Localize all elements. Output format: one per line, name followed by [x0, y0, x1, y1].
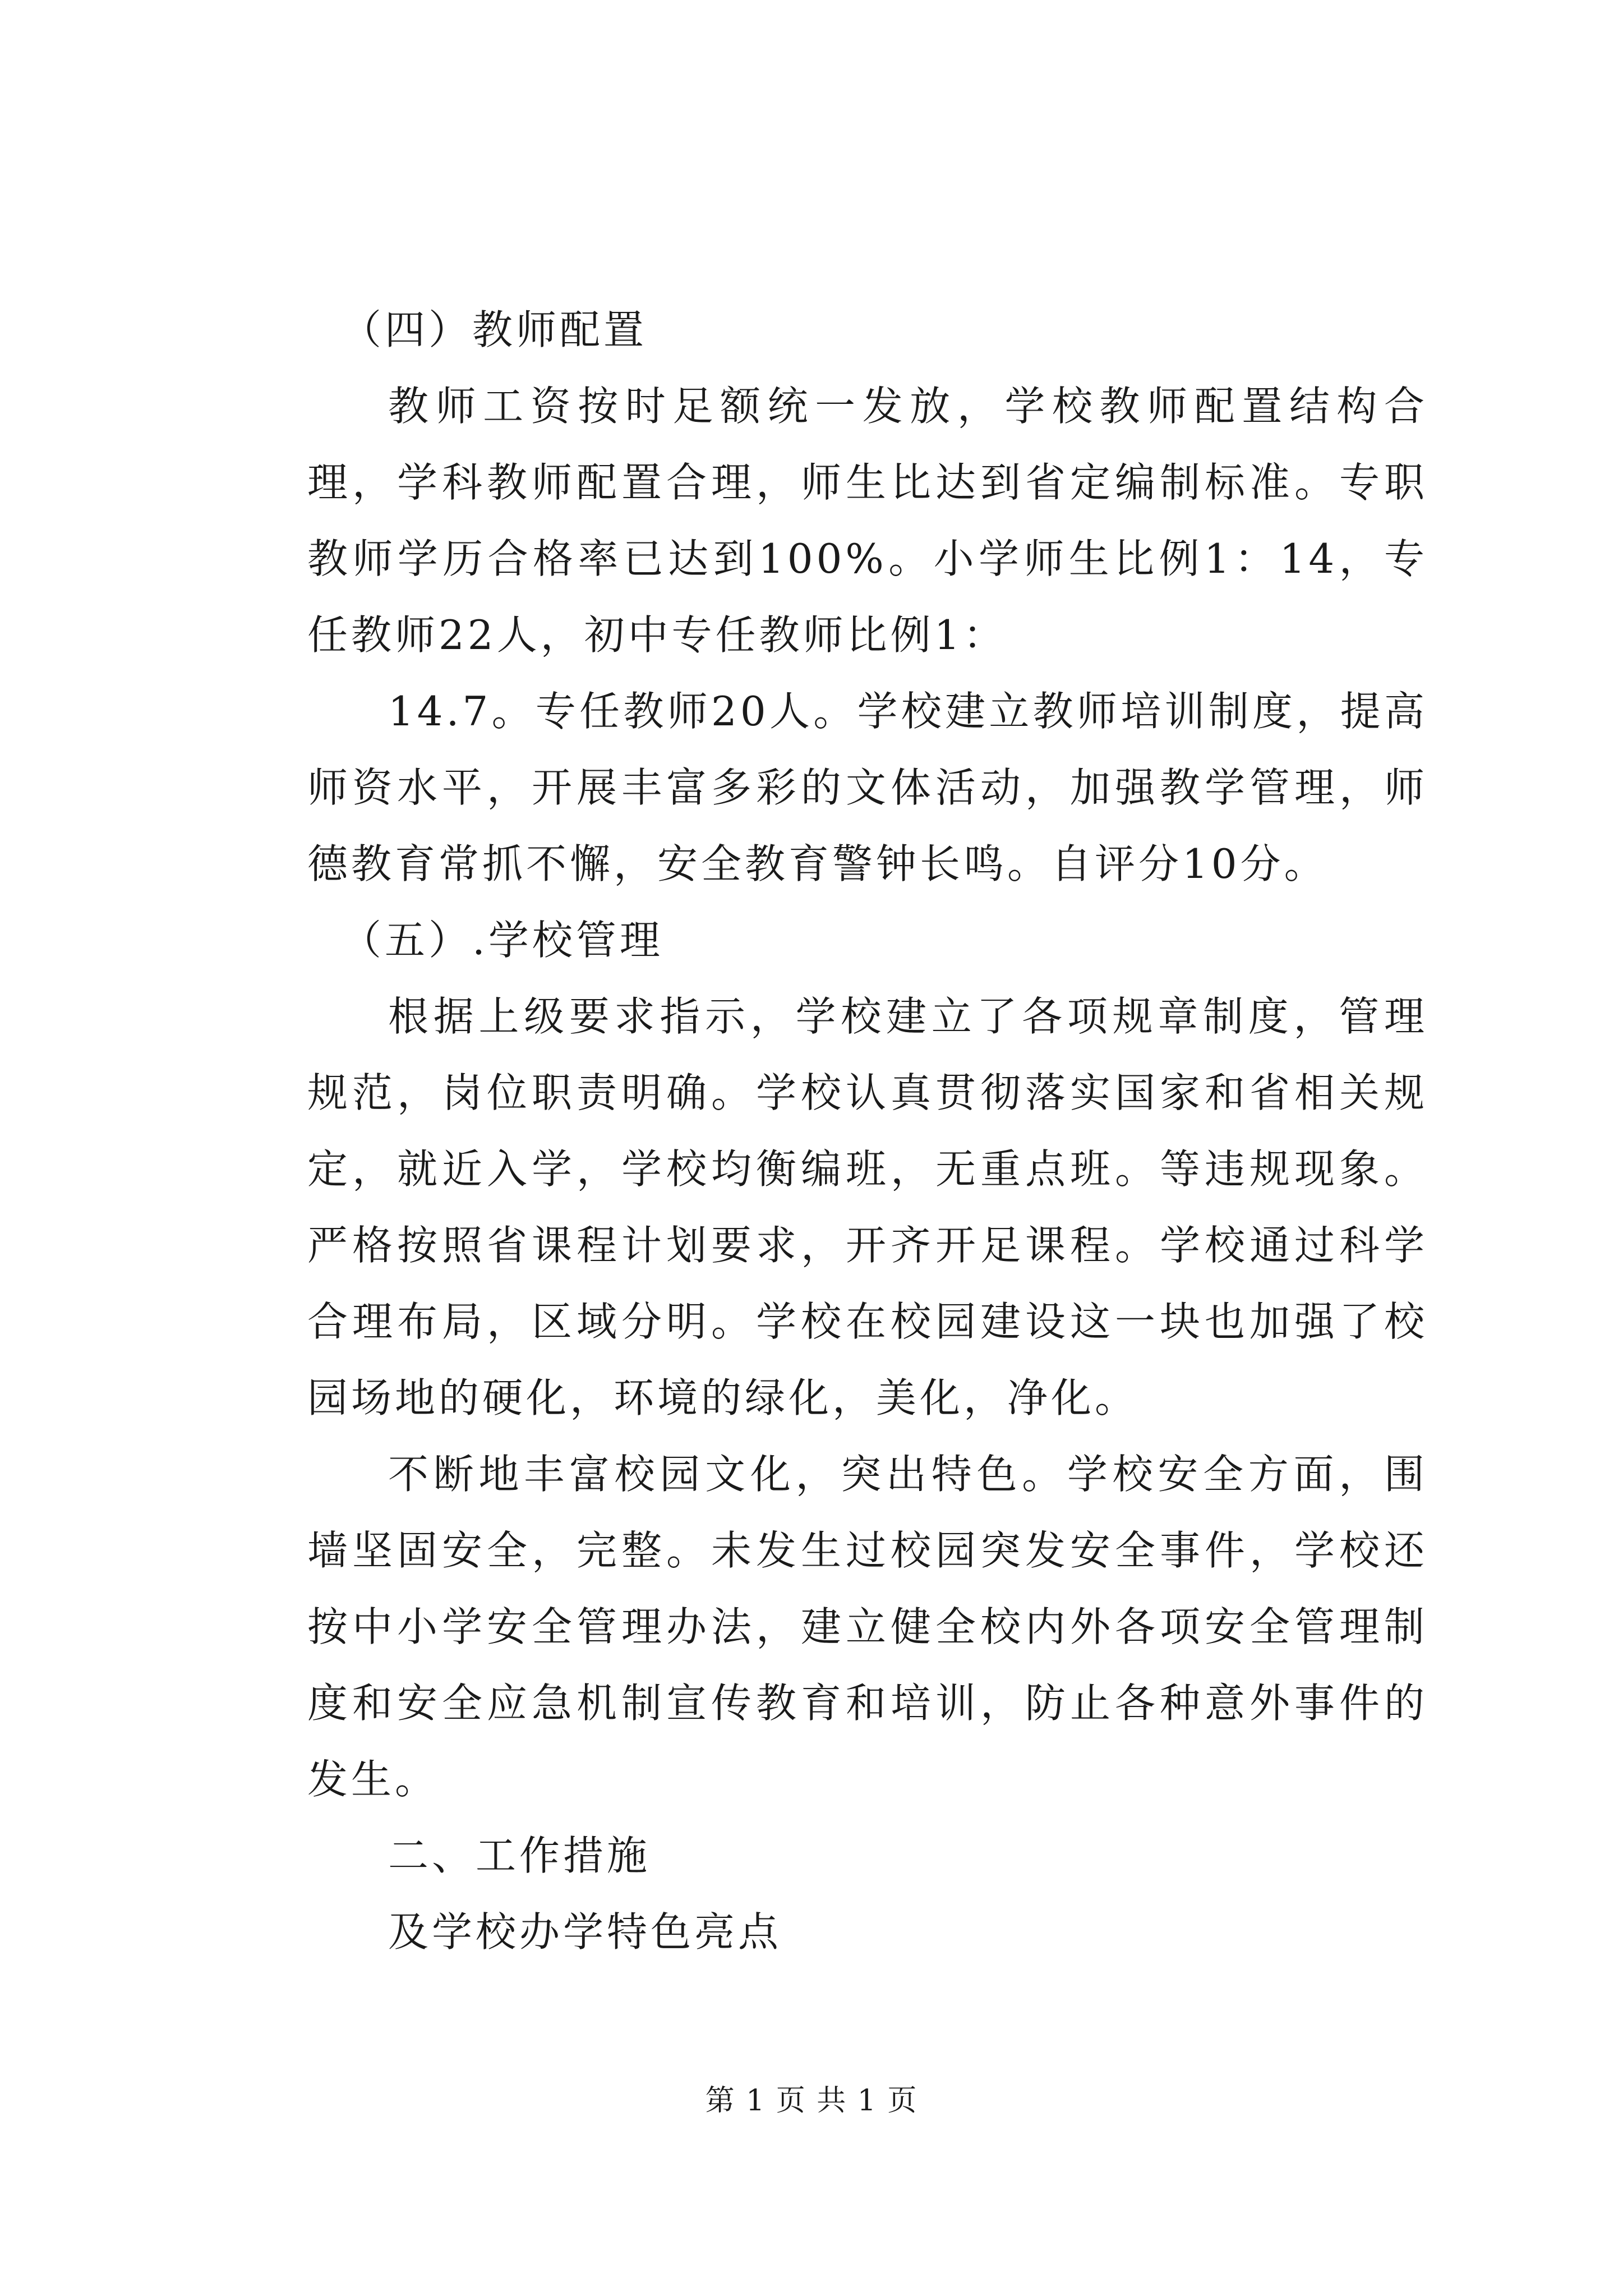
section-heading-school-features: 及学校办学特色亮点	[388, 1908, 782, 1955]
paragraph-management-rules: 根据上级要求指示，学校建立了各项规章制度，管理规范，岗位职责明确。学校认真贯彻落实国家和省相关规定，就近入学，学校均衡编班，无重点班。等违规现象。严格按照省课程计划要求，开齐开足课程。学校通过科学合理布局，区域分明。学校在校园建设这一块也加强了校园场地的硬化，环境的绿化，美化，净化。	[307, 993, 1428, 1421]
paragraph-teacher-ratio: 14.7。专任教师20人。学校建立教师培训制度，提高师资水平，开展丰富多彩的文体活动，加强教学管理，师德教育常抓不懈，安全教育警钟长鸣。自评分10分。	[307, 688, 1428, 887]
page-footer: 第 1 页 共 1 页	[705, 2084, 918, 2118]
section-heading-teacher-allocation: （四）教师配置	[341, 306, 648, 353]
paragraph-campus-safety: 不断地丰富校园文化，突出特色。学校安全方面，围墙坚固安全，完整。未发生过校园突发安全事件，学校还按中小学安全管理办法，建立健全校内外各项安全管理制度和安全应急机制宣传教育和培训，防止各种意外事件的发生。	[307, 1451, 1428, 1803]
document-body	[307, 292, 1428, 1970]
section-heading-school-management: （五）.学校管理	[341, 917, 663, 964]
paragraph-teacher-salary: 教师工资按时足额统一发放，学校教师配置结构合理，学科教师配置合理，师生比达到省定编制标准。专职教师学历合格率已达到100%。小学师生比例1：14，专任教师22人，初中专任教师比例1：	[307, 383, 1428, 659]
section-heading-work-measures: 二、工作措施	[388, 1832, 651, 1879]
